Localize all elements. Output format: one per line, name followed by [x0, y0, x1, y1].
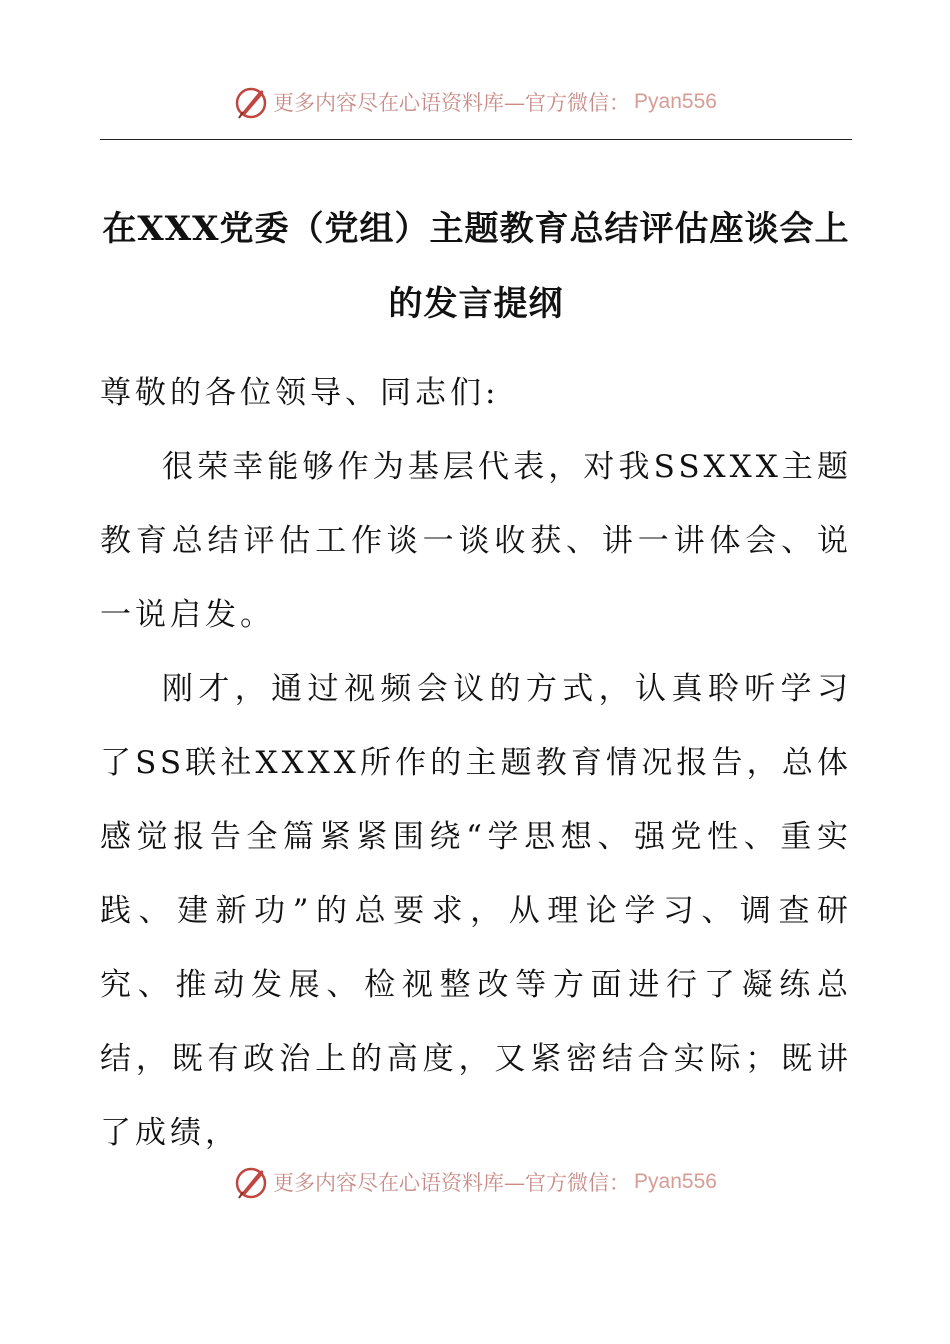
header-divider [100, 139, 852, 140]
document-title [100, 192, 852, 342]
watermark-text: 更多内容尽在心语资料库—官方微信： [273, 1171, 631, 1195]
title-line-1: 在XXX党委（党组）主题教育总结评估座谈会上 [102, 209, 850, 249]
watermark-id: Pyan556 [634, 90, 717, 113]
title-line-2: 的发言提纲 [388, 284, 564, 324]
quill-pen-logo-icon [233, 1164, 269, 1200]
watermark-text: 更多内容尽在心语资料库—官方微信： [273, 91, 631, 115]
salutation: 尊敬的各位领导、同志们: [100, 375, 500, 411]
paragraph-1: 很荣幸能够作为基层代表，对我SSXXX主题教育总结评估工作谈一谈收获、讲一讲体会、说一说启发。 [100, 449, 852, 633]
watermark-id: Pyan556 [634, 1170, 717, 1193]
header-watermark [0, 84, 950, 120]
footer-watermark [0, 1164, 950, 1200]
paragraph-2: 刚才，通过视频会议的方式，认真聆听学习了SS联社XXXX所作的主题教育情况报告，总体感觉报告全篇紧紧围绕“学思想、强党性、重实践、建新功”的总要求，从理论学习、调查研究、推动发展、检视整改等方面进行了凝练总结，既有政治上的高度，又紧密结合实际；既讲了成绩， [100, 671, 852, 1151]
document-body [100, 356, 852, 1170]
quill-pen-logo-icon [233, 84, 269, 120]
